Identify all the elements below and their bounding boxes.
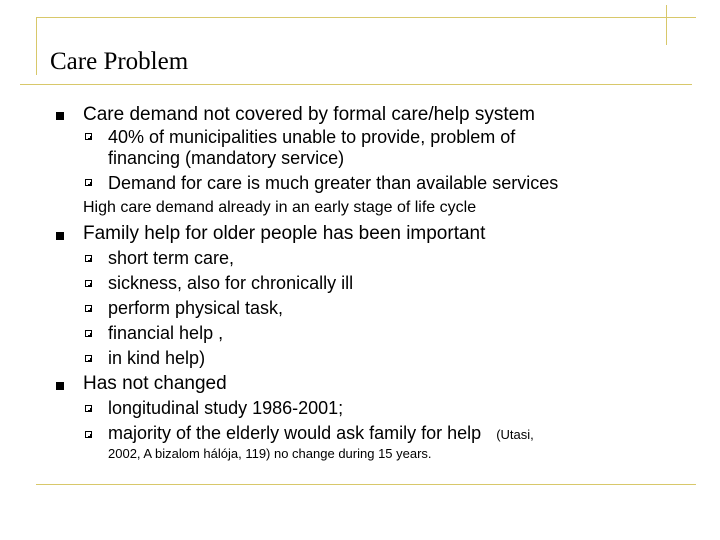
sub-bullet-continuation: financing (mandatory service) [108,148,345,168]
sub-bullet-text: short term care, [108,248,235,268]
sub-bullet-text: sickness, also for chronically ill [108,273,354,293]
sub-bullet-marker [85,280,92,287]
bullet-text: Family help for older people has been important [83,223,486,244]
citation-start: (Utasi, [496,427,534,442]
sub-bullet-text: financial help , [108,323,224,343]
sub-bullet-main: majority of the elderly would ask family for help [108,423,482,443]
sub-bullet-text: 40% of municipalities unable to provide, problem of [108,127,516,147]
bullet-text: Care demand not covered by formal care/help system [83,104,535,125]
sub-bullet-marker [85,255,92,262]
sub-bullet-text: in kind help) [108,348,206,368]
sub-bullet-marker [85,179,92,186]
sub-bullet-marker [85,330,92,337]
bullet-note: High care demand already in an early stage of life cycle [83,199,477,216]
sub-bullet-marker [85,305,92,312]
bullet-text: Has not changed [83,373,227,394]
bullet-marker [56,382,64,390]
citation-continuation: 2002, A bizalom hálója, 119) no change during 15 years. [108,446,432,461]
sub-bullet-marker [85,431,92,438]
sub-bullet-text [108,423,534,444]
sub-bullet-text: perform physical task, [108,298,284,318]
bullet-marker [56,232,64,240]
slide-title: Care Problem [50,48,189,75]
sub-bullet-text: longitudinal study 1986-2001; [108,398,344,418]
sub-bullet-marker [85,133,92,140]
sub-bullet-marker [85,405,92,412]
bullet-marker [56,112,64,120]
sub-bullet-text: Demand for care is much greater than available services [108,173,559,193]
sub-bullet-marker [85,355,92,362]
